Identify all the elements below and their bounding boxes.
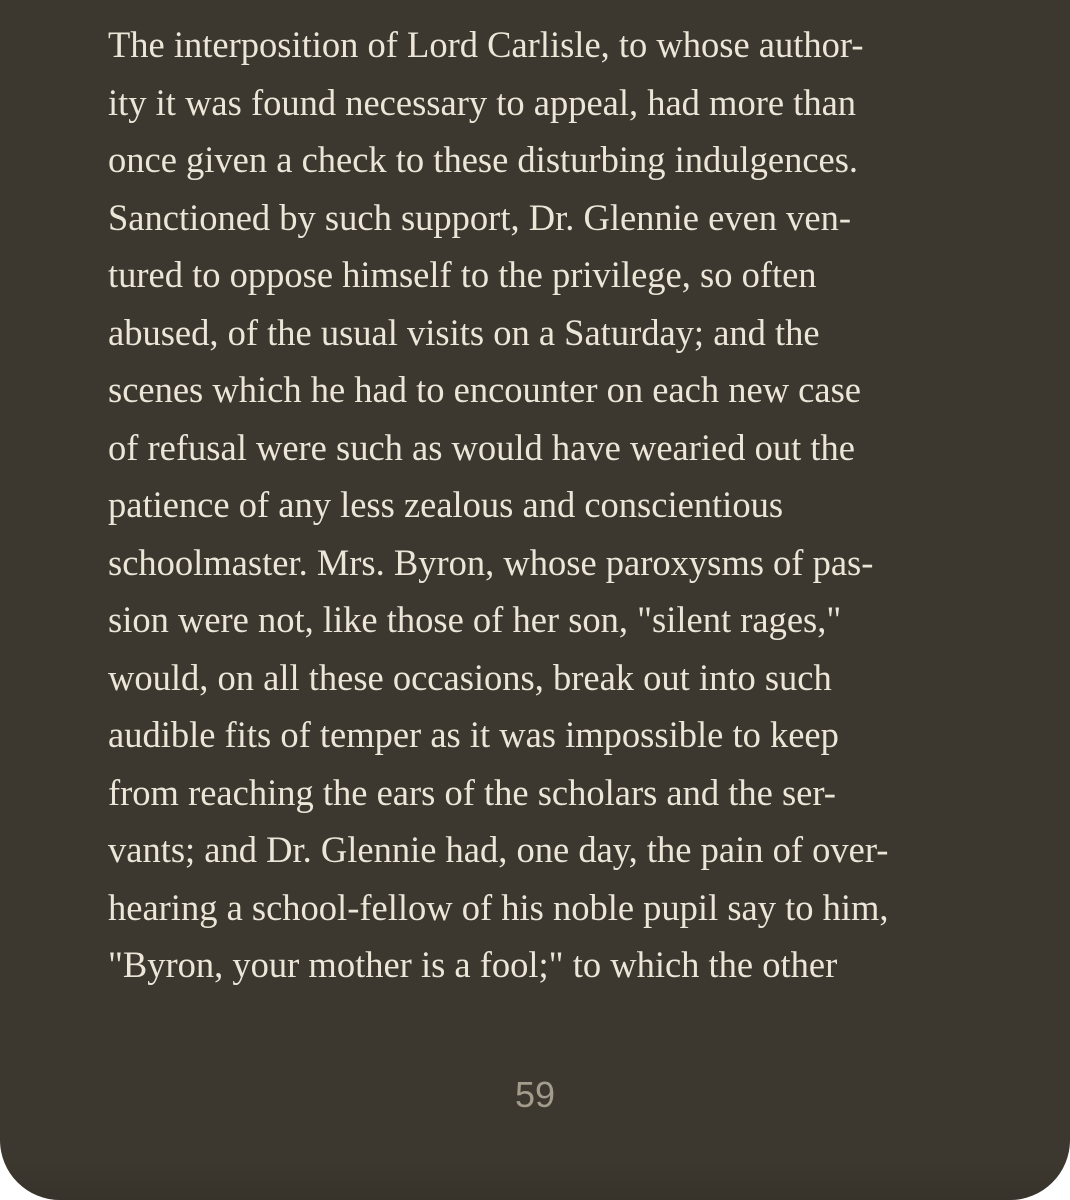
text-line: patience of any less zealous and conscientious [108,484,784,525]
text-line: scenes which he had to encounter on each new case [108,369,861,410]
text-line: hearing a school-fellow of his noble pupil say to him, [108,886,889,928]
text-line: tured to oppose himself to the privilege, so often [108,254,817,295]
text-line: abused, of the usual visits on a Saturday; and the [108,311,820,353]
text-line: ity it was found necessary to appeal, had more than [108,81,857,123]
text-line: "Byron, your mother is a fool;" to which the other [108,944,838,985]
page-text [108,16,1008,994]
text-line: sion were not, like those of her son, "silent rages," [108,599,842,640]
text-line: schoolmaster. Mrs. Byron, whose paroxysms of pas- [108,541,874,583]
text-line: vants; and Dr. Glennie had, one day, the pain of over- [108,829,889,870]
page-number: 59 [514,1074,556,1115]
text-line: once given a check to these disturbing indulgences. [108,139,859,180]
text-line: The interposition of Lord Carlisle, to whose author- [108,24,864,65]
text-line: Sanctioned by such support, Dr. Glennie even ven- [108,196,852,238]
text-line: would, on all these occasions, break out into such [108,656,832,698]
text-line: audible fits of temper as it was impossible to keep [108,714,839,755]
text-line: of refusal were such as would have wearied out the [108,426,855,468]
text-line: from reaching the ears of the scholars and the ser- [108,771,836,813]
